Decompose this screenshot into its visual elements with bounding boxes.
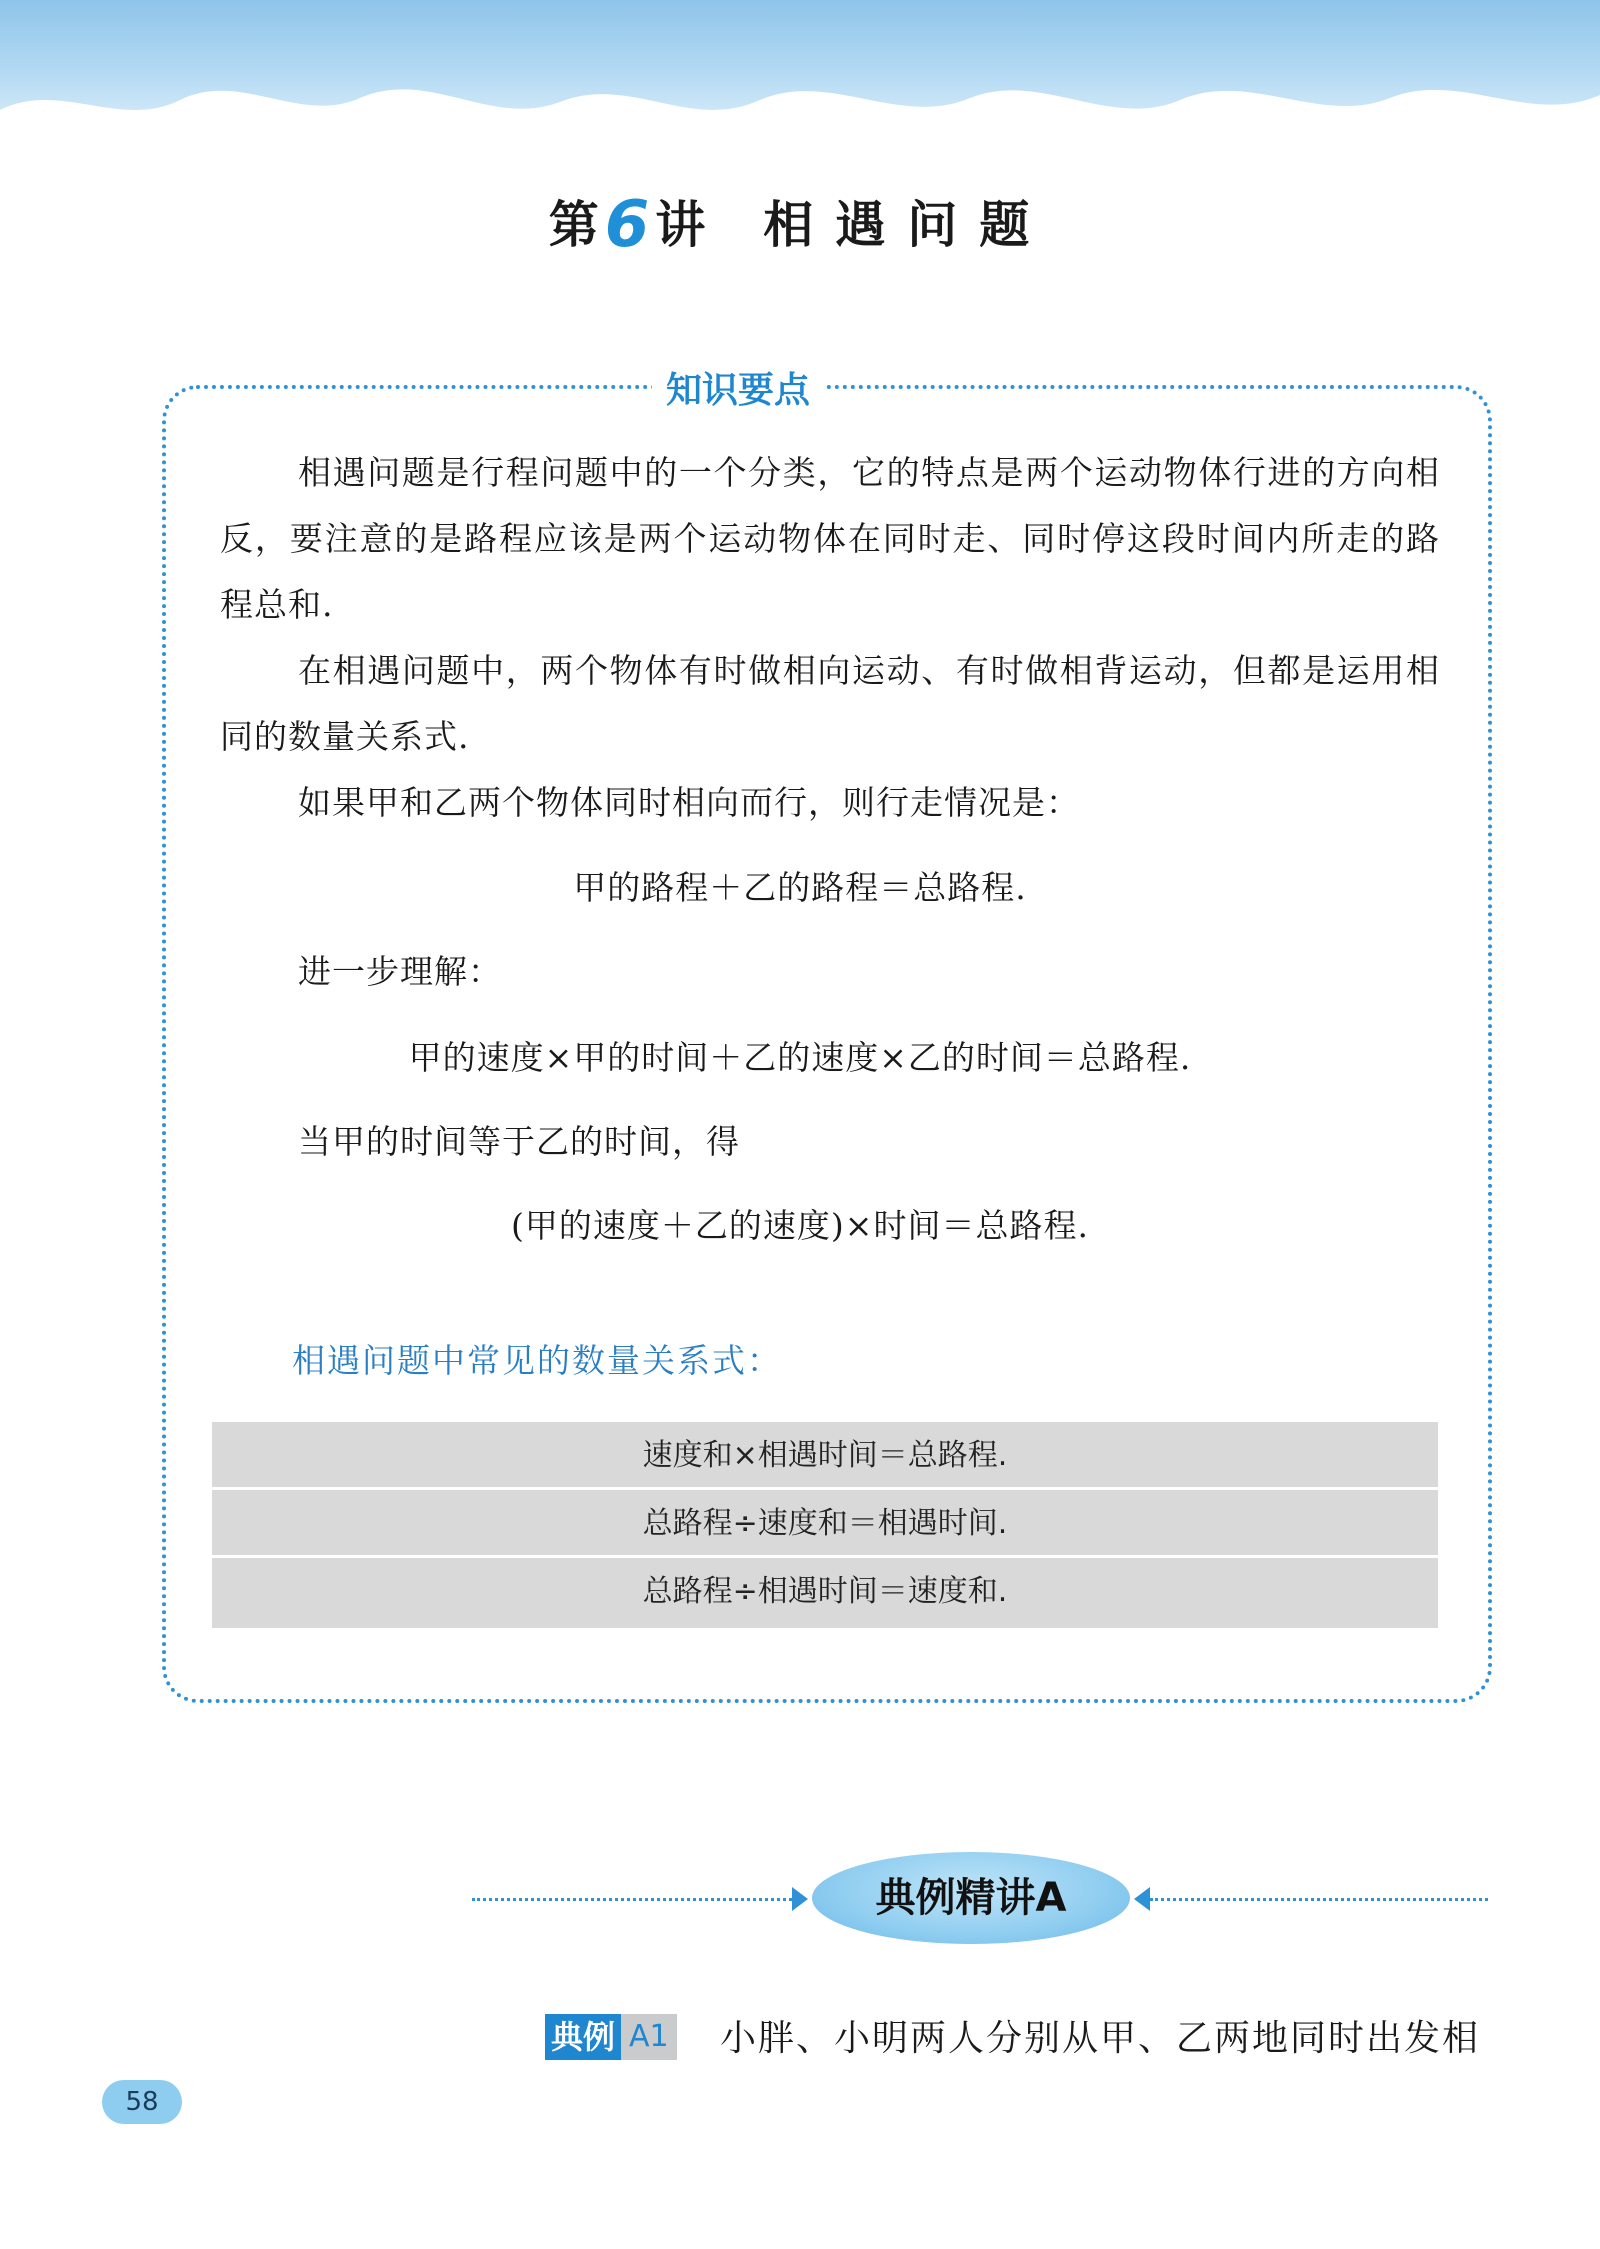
page-number-badge: 58 [102,2080,182,2124]
formula-speed-time-sum: 甲的速度×甲的时间＋乙的速度×乙的时间＝总路程. [408,1038,1192,1077]
title-prefix: 第 [548,195,601,254]
arrow-left-icon [1134,1887,1150,1911]
relations-heading: 相遇问题中常见的数量关系式： [292,1341,782,1380]
formula-speed-sum-time: (甲的速度＋乙的速度)×时间＝总路程. [511,1206,1089,1245]
arrow-right-icon [792,1887,808,1911]
knowledge-paragraph-1: 相遇问题是行程问题中的一个分类，它的特点是两个运动物体行进的方向相反，要注意的是路程应该是两个运动物体在同时走、同时停这段时间内所走的路程总和. [220,453,1440,624]
example-tag-label: 典例 [545,2014,621,2060]
relation-row: 速度和×相遇时间＝总路程. [212,1422,1438,1490]
example-tag-id: A1 [621,2014,677,2060]
knowledge-box-label: 知识要点 [652,362,824,413]
relations-table [212,1422,1438,1628]
examples-section-title: 典例精讲A [812,1852,1130,1944]
relation-row: 总路程÷速度和＝相遇时间. [212,1490,1438,1558]
example-tag [545,2014,677,2060]
relation-row: 总路程÷相遇时间＝速度和. [212,1558,1438,1628]
section-divider-left [472,1898,792,1901]
knowledge-paragraph-2: 在相遇问题中，两个物体有时做相向运动、有时做相背运动，但都是运用相同的数量关系式. [220,651,1440,756]
section-divider-right [1150,1898,1488,1901]
formula-distance-sum: 甲的路程＋乙的路程＝总路程. [573,868,1027,907]
knowledge-paragraph-3: 如果甲和乙两个物体同时相向而行，则行走情况是： [298,783,1080,822]
lecture-topic: 相遇问题 [763,195,1052,254]
equal-time-line: 当甲的时间等于乙的时间，得 [298,1122,740,1161]
cloud-decoration [0,40,1600,160]
title-suffix: 讲 [655,195,708,254]
example-text: 小胖、小明两人分别从甲、乙两地同时出发相 [720,2018,1481,2059]
lecture-number: 6 [604,188,652,262]
further-understanding-line: 进一步理解： [298,952,502,991]
page-title [0,185,1600,262]
